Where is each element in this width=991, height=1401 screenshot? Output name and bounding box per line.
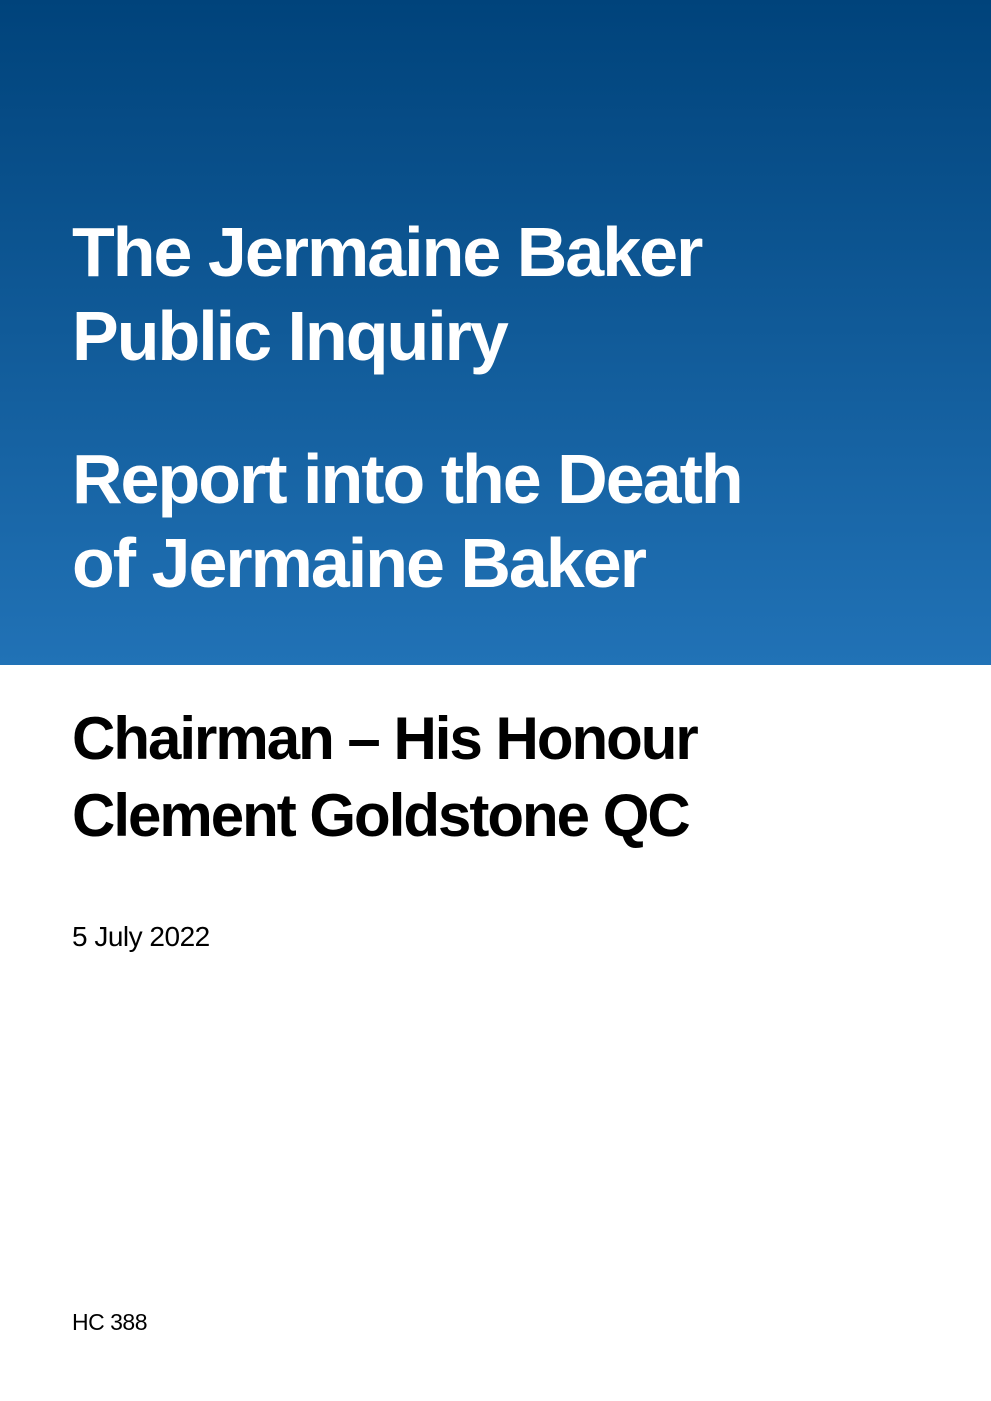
report-subtitle-line-2: of Jermaine Baker [72,524,645,602]
report-title [72,210,701,378]
cover-banner [0,0,991,665]
chairman-heading-line-1: Chairman – His Honour [72,705,697,772]
publish-date: 5 July 2022 [72,921,210,952]
chairman-heading [72,700,697,854]
hc-reference-number: HC 388 [72,1309,147,1335]
report-subtitle-line-1: Report into the Death [72,440,742,518]
chairman-heading-line-2: Clement Goldstone QC [72,782,689,849]
report-title-line-2: Public Inquiry [72,297,507,375]
report-title-line-1: The Jermaine Baker [72,213,702,291]
report-subtitle [72,437,742,605]
